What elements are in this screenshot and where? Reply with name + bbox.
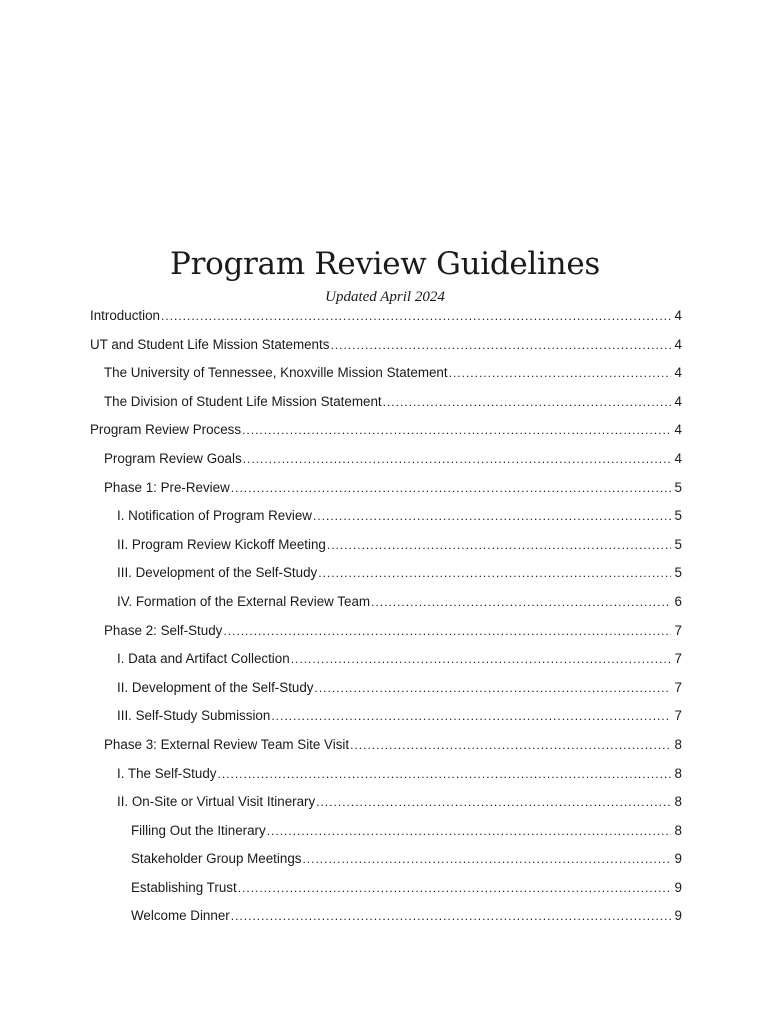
toc-entry-page-number: 7 — [674, 622, 682, 638]
toc-entry-label: Introduction — [90, 308, 160, 323]
toc-entry-page-number: 5 — [674, 479, 682, 495]
toc-entry-label: Phase 3: External Review Team Site Visit — [104, 736, 350, 752]
toc-entry-page-number: 5 — [674, 508, 682, 524]
toc-dot-leader — [291, 646, 671, 672]
toc-dot-leader — [313, 503, 671, 529]
toc-dot-leader — [350, 732, 671, 758]
toc-dot-leader — [267, 818, 671, 844]
toc-entry[interactable] — [90, 417, 682, 446]
toc-entry-label: I. Notification of Program Review — [117, 508, 312, 524]
toc-entry[interactable] — [90, 646, 682, 675]
toc-entry-label: The University of Tennessee, Knoxville Mission Statement — [104, 365, 448, 381]
table-of-contents — [90, 303, 682, 932]
toc-entry-label: Welcome Dinner — [131, 908, 230, 924]
toc-dot-leader — [302, 846, 671, 872]
toc-entry-label: II. On-Site or Virtual Visit Itinerary — [117, 794, 316, 810]
toc-entry-label: UT and Student Life Mission Statements — [90, 336, 330, 352]
toc-entry-page-number: 7 — [674, 708, 682, 724]
toc-dot-leader — [327, 532, 671, 558]
toc-entry-page-number: 8 — [674, 765, 682, 781]
toc-entry-page-number: 9 — [674, 908, 682, 924]
toc-dot-leader — [218, 761, 672, 787]
toc-entry-page-number: 4 — [674, 450, 682, 466]
toc-entry[interactable] — [90, 675, 682, 704]
document-title: Program Review Guidelines — [170, 246, 600, 282]
toc-entry[interactable] — [90, 875, 682, 904]
toc-entry-label: Filling Out the Itinerary — [131, 822, 266, 838]
toc-entry-page-number: 9 — [674, 851, 682, 867]
toc-entry-page-number: 8 — [674, 794, 682, 810]
toc-entry-page-number: 4 — [674, 308, 682, 323]
toc-dot-leader — [231, 475, 671, 501]
toc-dot-leader — [242, 417, 671, 443]
toc-entry[interactable] — [90, 389, 682, 418]
toc-entry-page-number: 5 — [674, 536, 682, 552]
toc-entry[interactable] — [90, 360, 682, 389]
toc-entry-label: III. Development of the Self-Study — [117, 565, 318, 581]
toc-entry-page-number: 8 — [674, 822, 682, 838]
toc-entry[interactable] — [90, 846, 682, 875]
toc-entry-label: I. Data and Artifact Collection — [117, 651, 290, 667]
toc-dot-leader — [383, 389, 671, 415]
toc-entry[interactable] — [90, 789, 682, 818]
toc-entry[interactable] — [90, 818, 682, 847]
toc-dot-leader — [238, 875, 671, 901]
document-subtitle: Updated April 2024 — [325, 289, 445, 305]
toc-entry-page-number: 7 — [674, 651, 682, 667]
toc-dot-leader — [330, 332, 671, 358]
toc-entry-label: I. The Self-Study — [117, 765, 217, 781]
toc-entry-label: III. Self-Study Submission — [117, 708, 271, 724]
toc-entry-label: Stakeholder Group Meetings — [131, 851, 302, 867]
toc-dot-leader — [315, 675, 672, 701]
toc-entry[interactable] — [90, 589, 682, 618]
toc-entry[interactable] — [90, 761, 682, 790]
toc-entry[interactable] — [90, 303, 682, 332]
toc-entry[interactable] — [90, 732, 682, 761]
toc-dot-leader — [449, 360, 671, 386]
toc-entry-label: IV. Formation of the External Review Team — [117, 593, 371, 609]
toc-dot-leader — [316, 789, 671, 815]
toc-dot-leader — [161, 303, 671, 329]
toc-entry[interactable] — [90, 475, 682, 504]
toc-entry-label: Establishing Trust — [131, 879, 237, 895]
toc-entry[interactable] — [90, 560, 682, 589]
toc-dot-leader — [223, 618, 671, 644]
toc-entry[interactable] — [90, 703, 682, 732]
toc-entry-label: II. Development of the Self-Study — [117, 679, 314, 695]
toc-dot-leader — [318, 560, 671, 586]
toc-entry[interactable] — [90, 618, 682, 647]
toc-entry-page-number: 6 — [674, 593, 682, 609]
toc-entry-label: II. Program Review Kickoff Meeting — [117, 536, 326, 552]
toc-entry-page-number: 4 — [674, 422, 682, 438]
toc-entry[interactable] — [90, 446, 682, 475]
toc-entry-page-number: 7 — [674, 679, 682, 695]
toc-entry-page-number: 4 — [674, 336, 682, 352]
toc-entry-page-number: 8 — [674, 736, 682, 752]
toc-dot-leader — [231, 903, 671, 929]
toc-entry[interactable] — [90, 503, 682, 532]
toc-dot-leader — [271, 703, 671, 729]
toc-entry-page-number: 5 — [674, 565, 682, 581]
toc-entry-label: Program Review Process — [90, 422, 242, 438]
toc-dot-leader — [371, 589, 671, 615]
toc-entry[interactable] — [90, 332, 682, 361]
toc-entry-label: Phase 1: Pre-Review — [104, 479, 230, 495]
toc-entry-label: The Division of Student Life Mission Statement — [104, 393, 382, 409]
toc-entry-page-number: 4 — [674, 365, 682, 381]
toc-dot-leader — [243, 446, 671, 472]
toc-entry[interactable] — [90, 903, 682, 932]
toc-entry-label: Program Review Goals — [104, 450, 242, 466]
toc-entry-label: Phase 2: Self-Study — [104, 622, 223, 638]
toc-entry-page-number: 4 — [674, 393, 682, 409]
toc-entry[interactable] — [90, 532, 682, 561]
toc-entry-page-number: 9 — [674, 879, 682, 895]
